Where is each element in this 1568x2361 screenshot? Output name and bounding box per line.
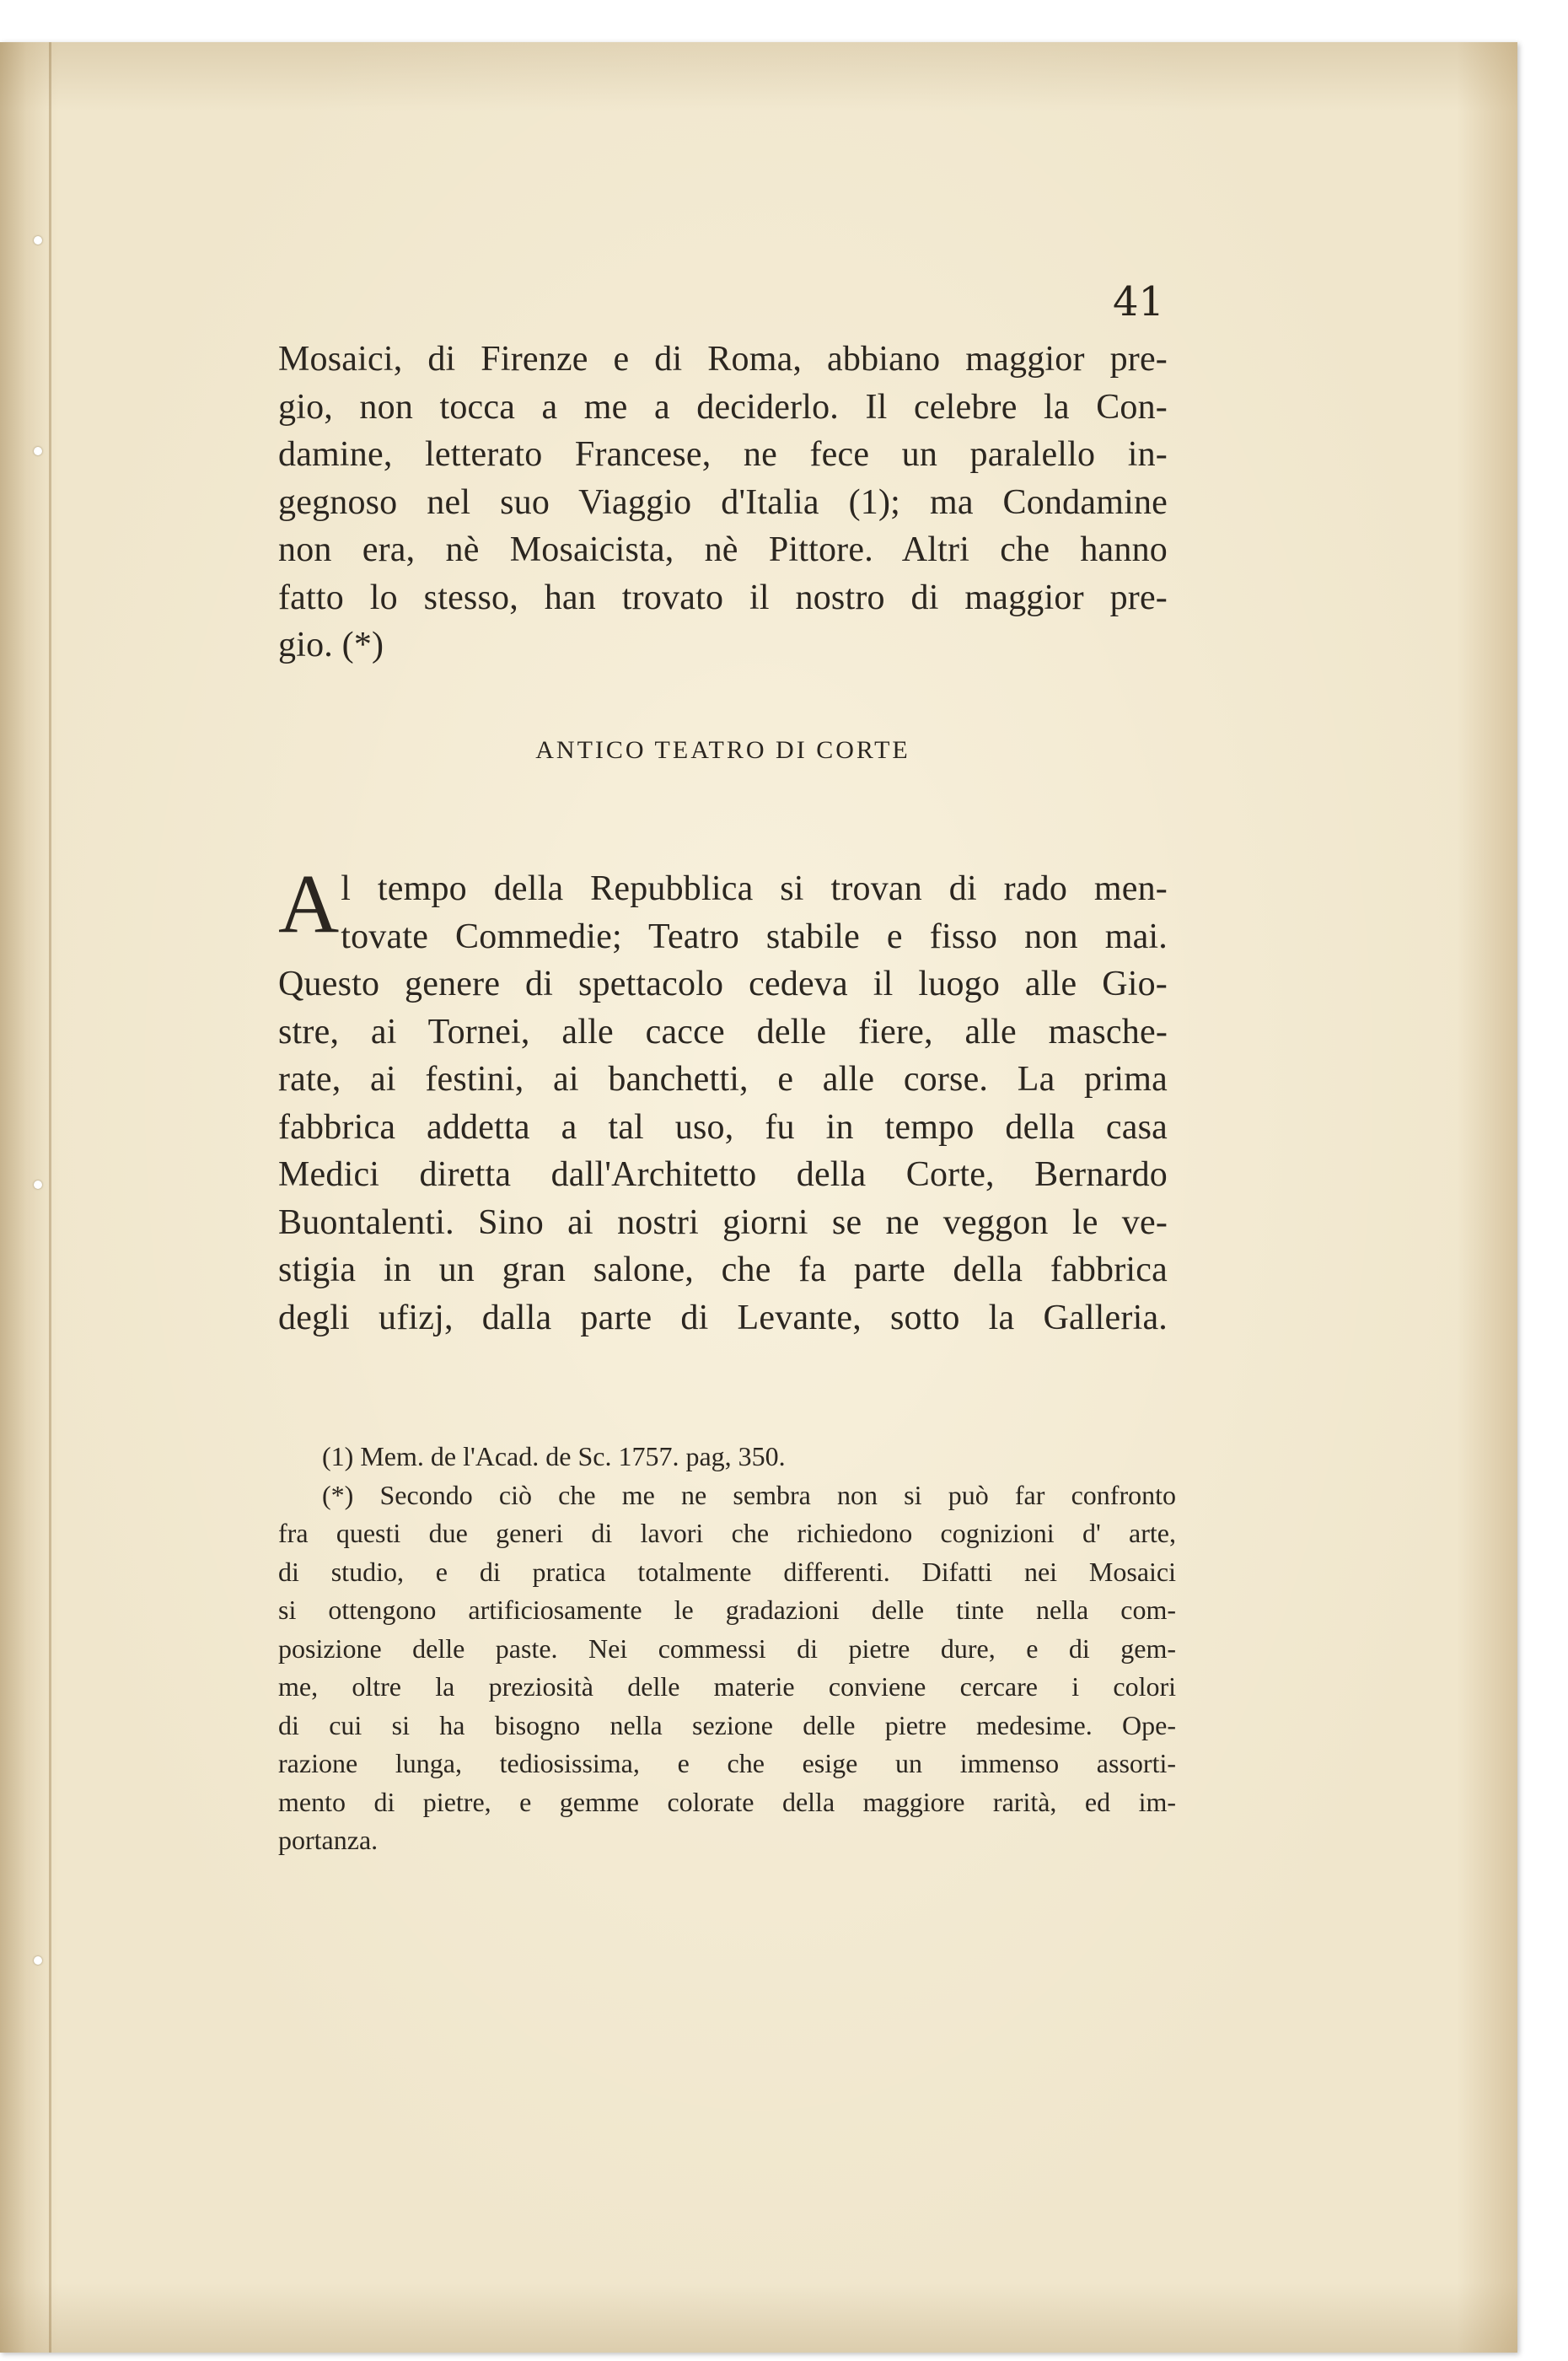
footnote-star-line: me, oltre la preziosità delle materie conviene cercare i colori bbox=[278, 1671, 1176, 1702]
footnote-star-line: si ottengono artificiosamente le gradazioni delle tinte nella com- bbox=[278, 1595, 1176, 1625]
text-line: Buontalenti. Sino ai nostri giorni se ne veggon le ve- bbox=[278, 1202, 1168, 1242]
paragraph-section bbox=[278, 857, 1168, 1342]
fold-line bbox=[49, 42, 51, 2353]
text-line: damine, letterato Francese, ne fece un paralello in- bbox=[278, 435, 1168, 474]
page-number: 41 bbox=[1113, 278, 1165, 325]
text-line: gio. (*) bbox=[278, 626, 384, 664]
text-line: gegnoso nel suo Viaggio d'Italia (1); ma Condamine bbox=[278, 482, 1168, 522]
text-line: stre, ai Tornei, alle cacce delle fiere, alle masche- bbox=[278, 1012, 1168, 1051]
text-line: Mosaici, di Firenze e di Roma, abbiano maggior pre- bbox=[278, 340, 1168, 379]
footnote-star-line: di studio, e di pratica totalmente differenti. Difatti nei Mosaici bbox=[278, 1556, 1176, 1587]
text-line: non era, nè Mosaicista, nè Pittore. Altri che hanno bbox=[278, 530, 1168, 569]
footnote-star-line: mento di pietre, e gemme colorate della maggiore rarità, ed im- bbox=[278, 1786, 1176, 1817]
text-line: stigia in un gran salone, che fa parte della fabbrica bbox=[278, 1250, 1168, 1289]
footnote-star-line: posizione delle paste. Nei commessi di pietre dure, e di gem- bbox=[278, 1632, 1176, 1664]
sewing-hole bbox=[34, 236, 42, 245]
footnote-star-line: portanza. bbox=[278, 1825, 379, 1855]
footnote-1: (1) Mem. de l'Acad. de Sc. 1757. pag, 350. bbox=[322, 1441, 786, 1471]
paragraph-continued bbox=[278, 336, 1168, 670]
text-line: Questo genere di spettacolo cedeva il luogo alle Gio- bbox=[278, 965, 1168, 1003]
text-line: gio, non tocca a me a deciderlo. Il celebre la Con- bbox=[278, 387, 1168, 427]
text-line: fatto lo stesso, han trovato il nostro di maggior pre- bbox=[278, 578, 1168, 617]
footnotes bbox=[278, 1438, 1176, 1860]
sewing-hole bbox=[34, 1956, 42, 1965]
text-line: tovate Commedie; Teatro stabile e fisso non mai. bbox=[341, 917, 1168, 956]
section-title: ANTICO TEATRO DI CORTE bbox=[535, 736, 910, 764]
text-line: degli ufizj, dalla parte di Levante, sotto la Galleria. bbox=[278, 1298, 1168, 1337]
footnote-star-line: fra questi due generi di lavori che richiedono cognizioni d' arte, bbox=[278, 1518, 1176, 1548]
sewing-hole bbox=[34, 447, 42, 455]
sewing-hole bbox=[34, 1180, 42, 1189]
text-line: rate, ai festini, ai banchetti, e alle corse. La prima bbox=[278, 1060, 1168, 1099]
text-line: l tempo della Repubblica si trovan di rado men- bbox=[341, 869, 1168, 908]
footnote-star-line: razione lunga, tediosissima, e che esige un immenso assorti- bbox=[278, 1748, 1176, 1778]
footnote-star-line: (*) Secondo ciò che me ne sembra non si può far confronto bbox=[322, 1479, 1176, 1510]
text-line: fabbrica addetta a tal uso, fu in tempo della casa bbox=[278, 1107, 1168, 1147]
text-line: Medici diretta dall'Architetto della Corte, Bernardo bbox=[278, 1155, 1168, 1194]
drop-cap: A bbox=[278, 857, 340, 950]
footnote-star-line: di cui si ha bisogno nella sezione delle pietre medesime. Ope- bbox=[278, 1709, 1176, 1740]
